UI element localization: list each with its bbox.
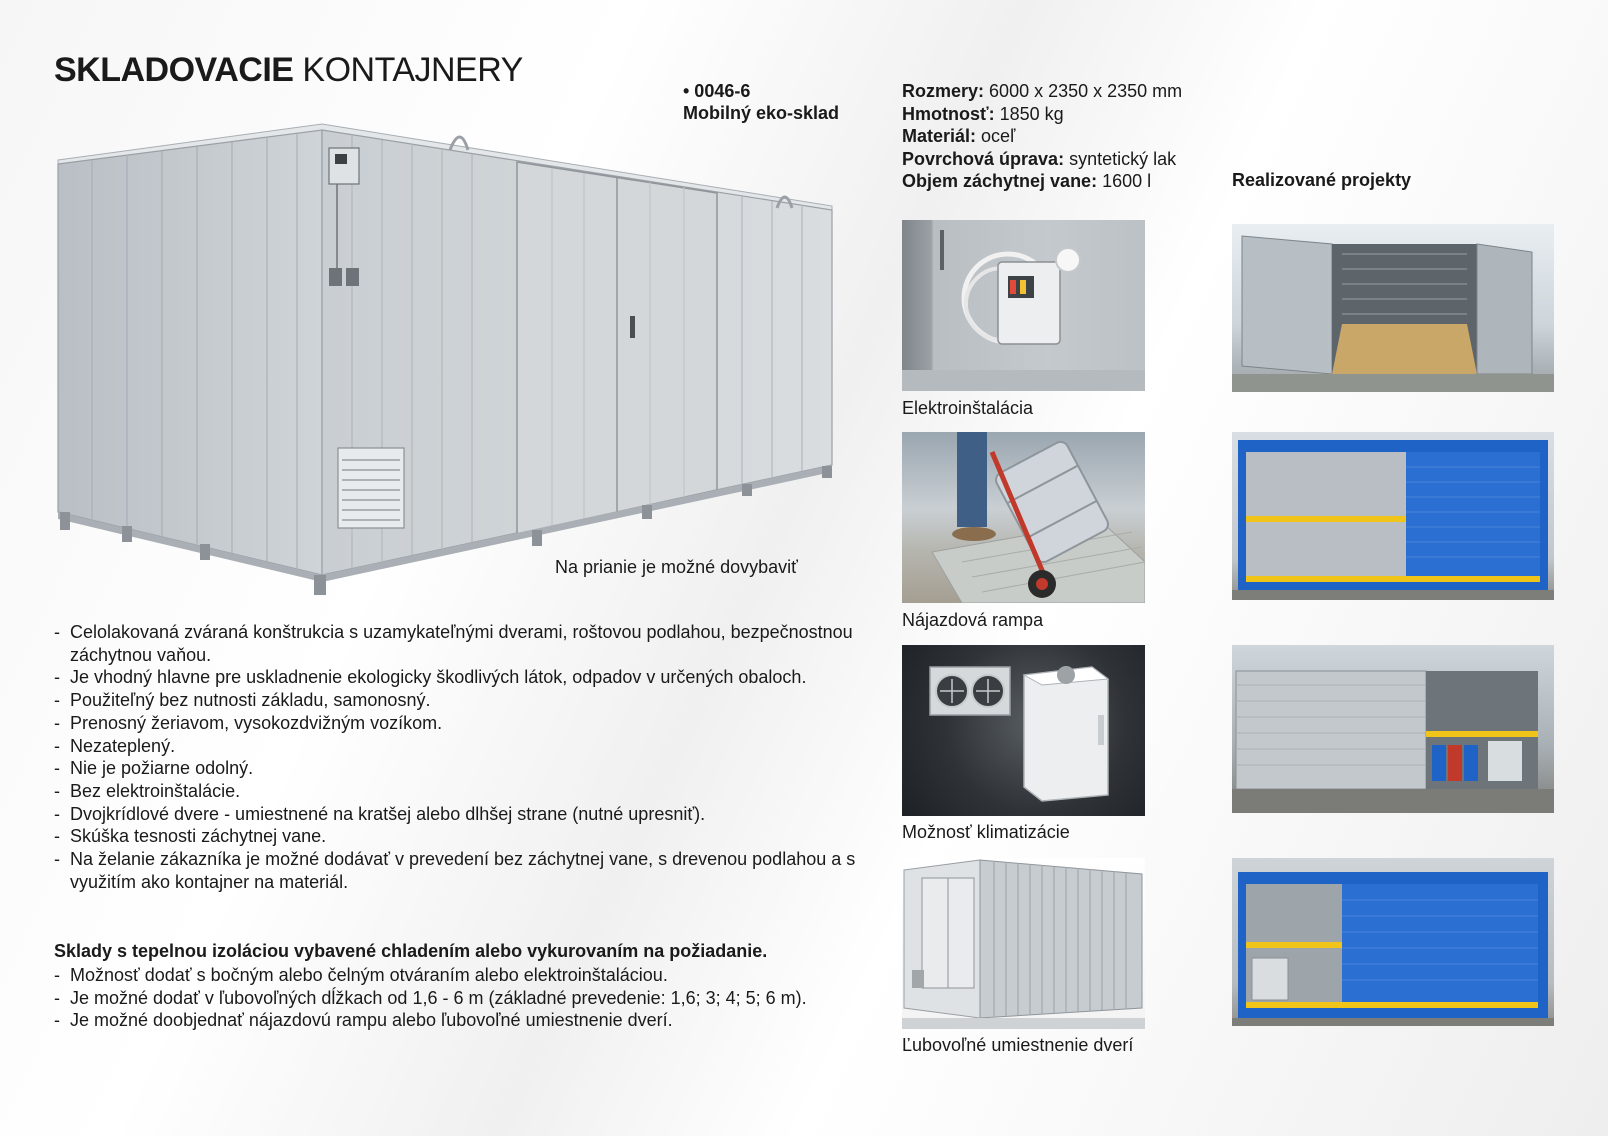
option-caption: Možnosť klimatizácie <box>902 822 1070 842</box>
project-photo <box>1232 858 1554 1026</box>
spec-label: Hmotnosť: <box>902 103 995 124</box>
ramp-photo <box>902 432 1145 603</box>
spec-value: oceľ <box>981 126 1016 147</box>
product-name: Mobilný eko-sklad <box>683 103 840 123</box>
product-code: • 0046-6 <box>683 81 751 101</box>
title-bold: SKLADOVACIE <box>54 51 294 89</box>
spec-value: 6000 x 2350 x 2350 mm <box>989 81 1183 101</box>
spec-weight <box>902 103 1182 126</box>
option-caption: Nájazdová rampa <box>902 610 1044 630</box>
list-item: - Je možné doobjednať nájazdovú rampu alebo ľubovoľné umiestnenie dverí. <box>54 1010 673 1031</box>
door-placement-photo <box>902 858 1145 1029</box>
list-item: - Prenosný žeriavom, vysokozdvižným vozíkom. <box>54 712 443 733</box>
spec-label: Materiál: <box>902 126 977 147</box>
list-item: - Na želanie zákazníka je možné dodávať v prevedení bez záchytnej vane, s drevenou podlahou a s využitím ako kontajner na materiál. <box>54 849 856 892</box>
projects-heading: Realizované projekty <box>1232 170 1412 190</box>
list-item: - Bez elektroinštalácie. <box>54 780 241 801</box>
spec-list <box>902 80 1182 193</box>
list-item: - Celolakovaná zváraná konštrukcia s uzamykateľnými dverami, roštovou podlahou, bezpečnostnou záchytnou vaňou. <box>54 622 853 665</box>
list-item: - Nezateplený. <box>54 735 176 756</box>
spec-label: Povrchová úprava: <box>902 148 1065 169</box>
list-item: - Je vhodný hlavne pre uskladnenie ekologicky škodlivých látok, odpadov v určených obaloch. <box>54 667 807 688</box>
spec-label: Objem záchytnej vane: <box>902 171 1098 192</box>
spec-material <box>902 125 1182 148</box>
list-item: - Nie je požiarne odolný. <box>54 758 254 779</box>
list-item: - Je možné dodať v ľubovoľných dĺžkach od 1,6 - 6 m (základné prevedenie: 1,6; 3; 4; 5; 6 m). <box>54 987 807 1008</box>
product-code-block <box>683 80 839 124</box>
spec-dimensions <box>902 80 1182 103</box>
option-caption: Ľubovoľné umiestnenie dverí <box>902 1035 1134 1055</box>
optional-equipment-caption: Na prianie je možné dovybaviť <box>555 557 798 577</box>
list-item: - Použiteľný bez nutnosti základu, samonosný. <box>54 690 431 711</box>
feature-list <box>54 621 874 893</box>
spec-value: syntetický lak <box>1069 148 1177 169</box>
spec-finish <box>902 148 1182 171</box>
project-photo <box>1232 645 1554 813</box>
page-title <box>54 50 523 90</box>
insulated-heading: Sklady s tepelnou izoláciou vybavené chladením alebo vykurovaním na požiadanie. <box>54 941 768 961</box>
electrical-installation-photo <box>902 220 1145 391</box>
spec-label: Rozmery: <box>902 81 985 101</box>
climate-unit-photo <box>902 645 1145 816</box>
container-product-image <box>52 120 852 605</box>
list-item: - Dvojkrídlové dvere - umiestnené na kratšej alebo dlhšej strane (nutné upresniť). <box>54 803 706 824</box>
option-caption: Elektroinštalácia <box>902 398 1034 418</box>
list-item: - Skúška tesnosti záchytnej vane. <box>54 826 327 847</box>
project-photo <box>1232 432 1554 600</box>
insulated-list <box>54 964 874 1032</box>
spec-value: 1850 kg <box>999 103 1064 124</box>
title-light: KONTAJNERY <box>302 51 523 89</box>
spec-value: 1600 l <box>1102 171 1152 192</box>
list-item: - Možnosť dodať s bočným alebo čelným otváraním alebo elektroinštaláciou. <box>54 965 668 985</box>
spec-tray-volume <box>902 170 1182 193</box>
project-photo <box>1232 224 1554 392</box>
